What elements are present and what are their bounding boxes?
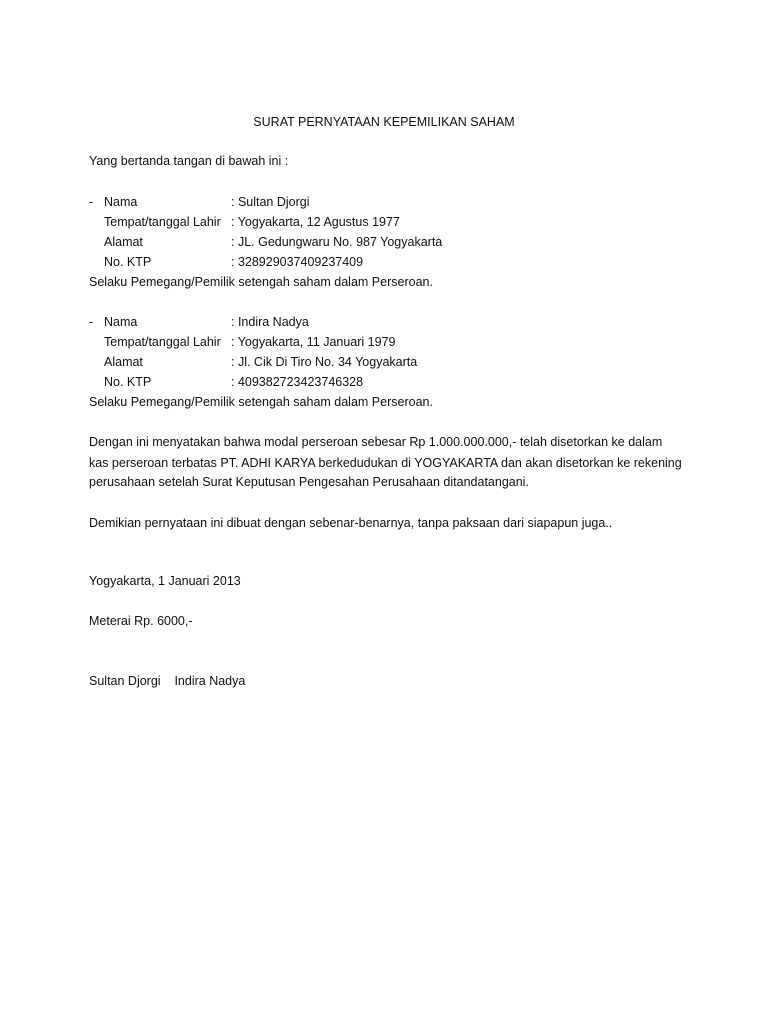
person1-name-value: : Sultan Djorgi (231, 195, 310, 209)
person2-name-label: Nama (104, 315, 138, 329)
person2-address-value: : Jl. Cik Di Tiro No. 34 Yogyakarta (231, 355, 418, 369)
document-title: SURAT PERNYATAAN KEPEMILIKAN SAHAM (253, 115, 515, 129)
stamp-text: Meterai Rp. 6000,- (89, 614, 193, 628)
statement-line-3: perusahaan setelah Surat Keputusan Pengesahan Perusahaan ditandatangani. (89, 475, 529, 489)
person1-ktp-value: : 328929037409237409 (231, 255, 364, 269)
intro-text: Yang bertanda tangan di bawah ini : (89, 154, 289, 168)
statement-line-1: Dengan ini menyatakan bahwa modal perseroan sebesar Rp 1.000.000.000,- telah disetorkan ke dalam (89, 435, 663, 449)
person2-ktp-label: No. KTP (104, 375, 152, 389)
statement-line-2: kas perseroan terbatas PT. ADHI KARYA berkedudukan di YOGYAKARTA dan akan disetorkan ke rekening (89, 456, 682, 470)
signatures: Sultan Djorgi Indira Nadya (89, 674, 246, 688)
person2-name-value: : Indira Nadya (231, 315, 309, 329)
person2-birth-value: : Yogyakarta, 11 Januari 1979 (231, 335, 396, 349)
person1-role: Selaku Pemegang/Pemilik setengah saham dalam Perseroan. (89, 275, 433, 289)
place-date: Yogyakarta, 1 Januari 2013 (89, 574, 241, 588)
person2-birth-label: Tempat/tanggal Lahir (104, 335, 221, 349)
person1-bullet: - (89, 195, 94, 209)
person1-ktp-label: No. KTP (104, 255, 152, 269)
closing-text: Demikian pernyataan ini dibuat dengan sebenar-benarnya, tanpa paksaan dari siapapun juga.. (89, 516, 613, 530)
person2-address-label: Alamat (104, 355, 143, 369)
person2-role: Selaku Pemegang/Pemilik setengah saham dalam Perseroan. (89, 395, 433, 409)
person1-name-label: Nama (104, 195, 138, 209)
person1-birth-value: : Yogyakarta, 12 Agustus 1977 (231, 215, 400, 229)
person1-address-value: : JL. Gedungwaru No. 987 Yogyakarta (231, 235, 443, 249)
person1-birth-label: Tempat/tanggal Lahir (104, 215, 221, 229)
person1-address-label: Alamat (104, 235, 143, 249)
person2-bullet: - (89, 315, 94, 329)
person2-ktp-value: : 409382723423746328 (231, 375, 364, 389)
